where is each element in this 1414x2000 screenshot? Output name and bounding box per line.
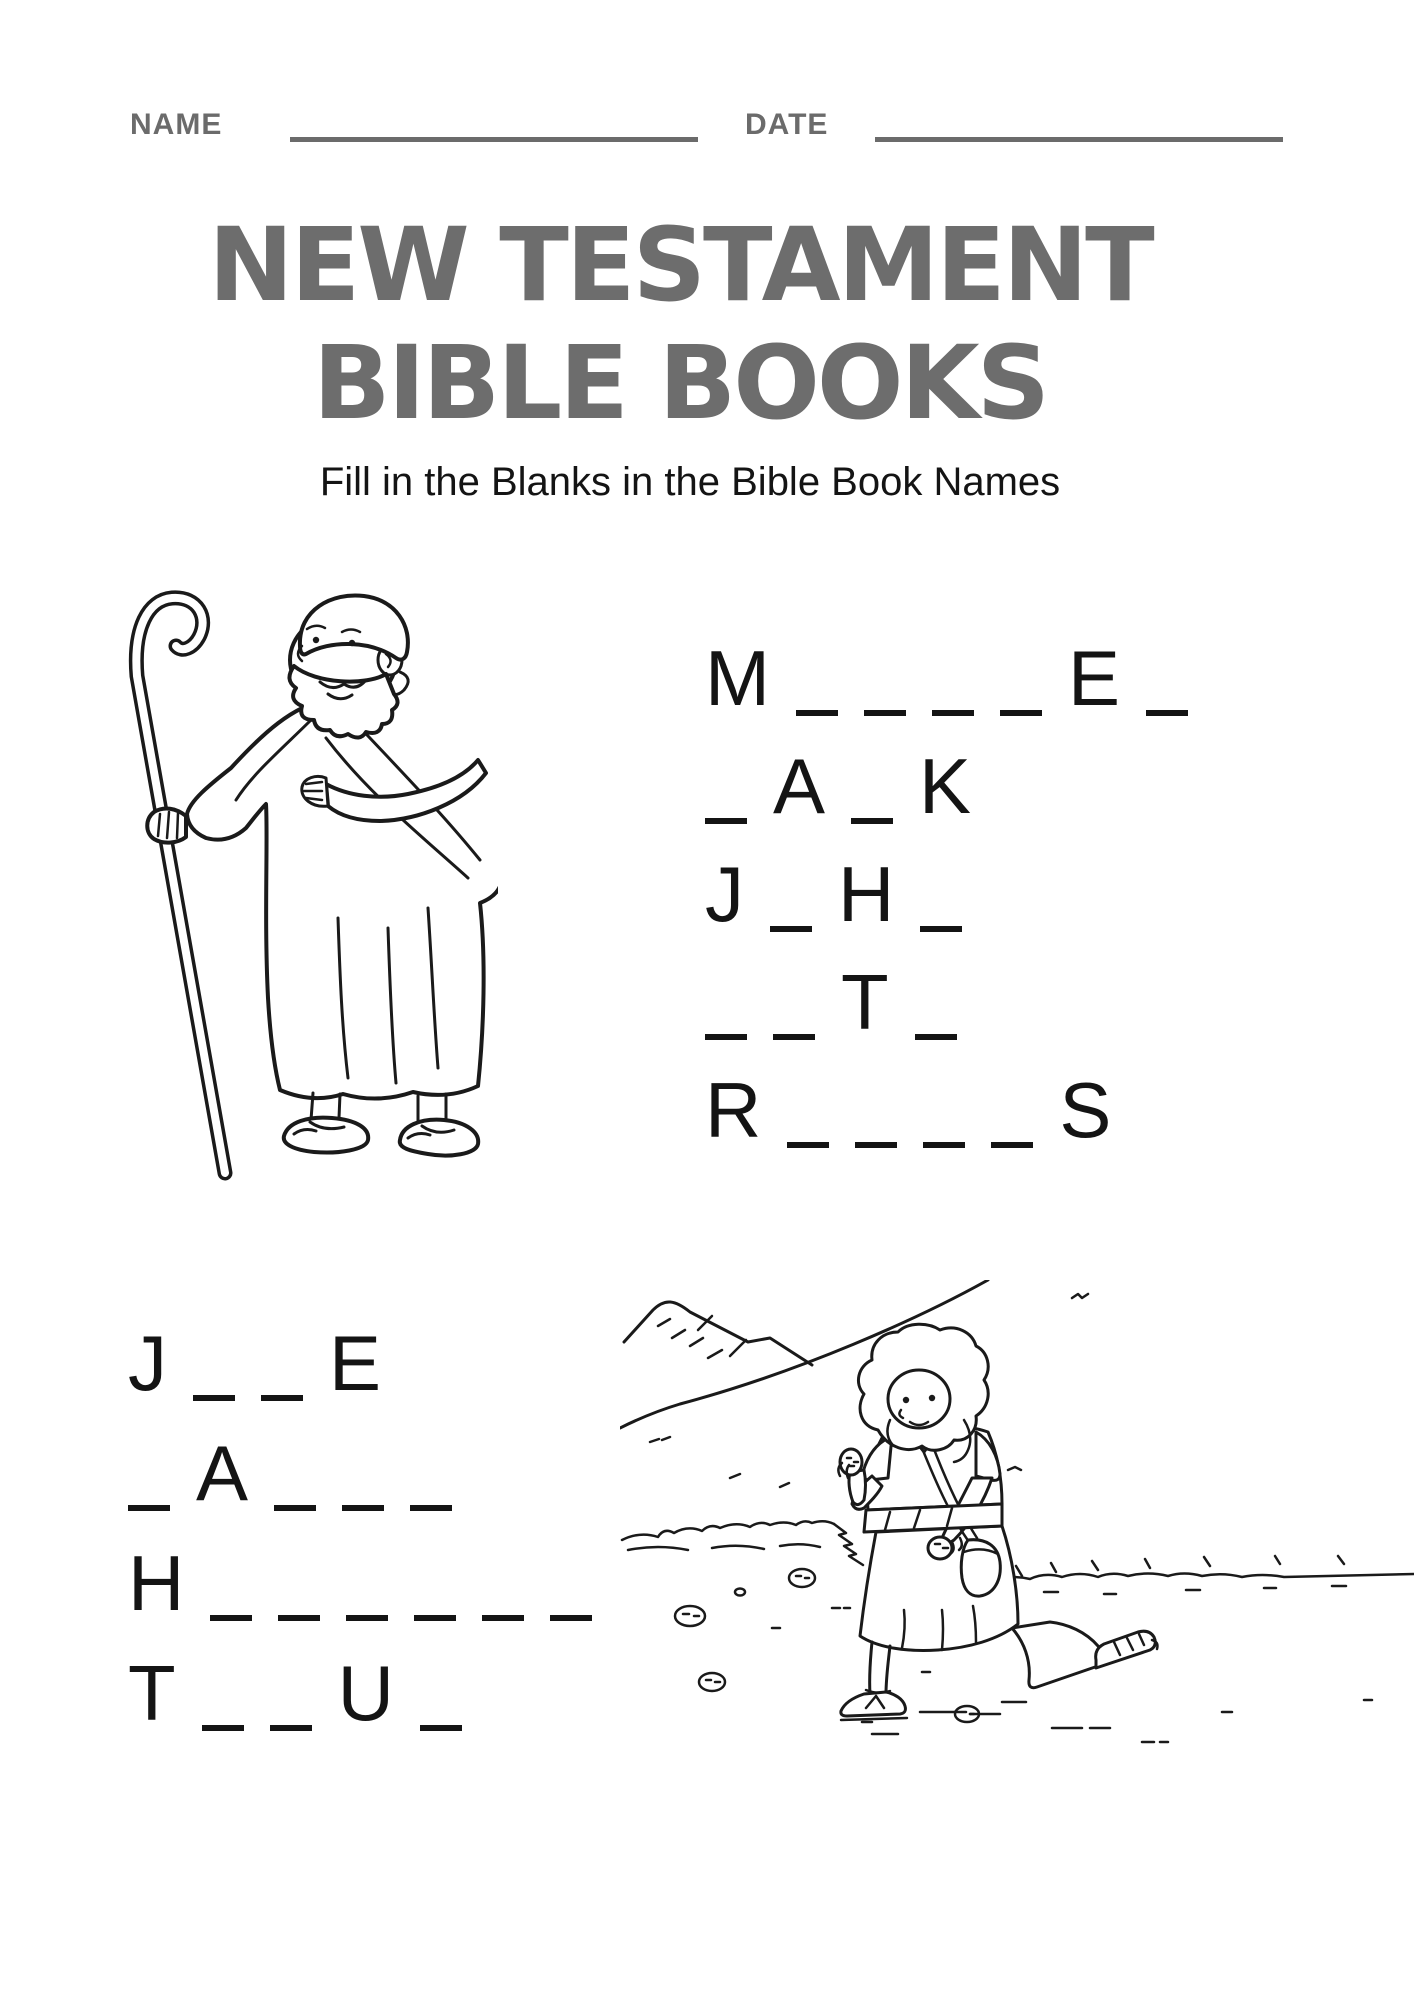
sandals [284, 1093, 478, 1156]
grass [622, 1521, 1414, 1594]
pouch [961, 1540, 1000, 1596]
name-label: NAME [130, 108, 223, 141]
puzzle-blank [410, 1505, 452, 1511]
puzzle-letter: S [1059, 1066, 1112, 1154]
puzzle-blank [864, 710, 906, 716]
page-title-line2: BIBLE BOOKS [312, 324, 1048, 443]
puzzle-blank [705, 1034, 747, 1040]
puzzle-blank [923, 1142, 965, 1148]
puzzle-blank [773, 1034, 815, 1040]
puzzle-blank [920, 926, 962, 932]
puzzle-blank [991, 1142, 1033, 1148]
puzzle-blank [210, 1615, 252, 1621]
puzzle-blank [915, 1034, 957, 1040]
page-subtitle: Fill in the Blanks in the Bible Book Names [319, 460, 1061, 504]
puzzle-line [128, 1319, 592, 1407]
puzzle-blank [270, 1725, 312, 1731]
puzzle-blank [261, 1395, 303, 1401]
right-eye [929, 1395, 935, 1401]
puzzle-letter: K [919, 742, 972, 830]
hand-on-staff [147, 809, 186, 843]
puzzle-line [705, 634, 1188, 722]
robe [187, 700, 498, 1099]
puzzle-line [128, 1539, 592, 1627]
puzzle-line [705, 742, 1188, 830]
puzzle-letter: A [773, 742, 826, 830]
puzzle-letter: R [705, 1066, 762, 1154]
puzzle-line [705, 850, 1188, 938]
david-figure [838, 1324, 1157, 1734]
front-sandal [841, 1692, 906, 1716]
puzzle-blank [705, 818, 747, 824]
puzzle-blank [770, 926, 812, 932]
moses-head [289, 595, 408, 737]
title-block [0, 207, 1360, 443]
puzzle-blank [278, 1615, 320, 1621]
puzzle-letter: T [841, 958, 889, 1046]
puzzle-group-bottom-left [128, 1319, 592, 1764]
puzzle-line [705, 958, 1188, 1046]
stones [675, 1569, 1372, 1742]
puzzle-line [705, 1066, 1188, 1154]
puzzle-letter: A [196, 1429, 249, 1517]
puzzle-letter: H [128, 1539, 185, 1627]
puzzle-blank [193, 1395, 235, 1401]
puzzle-blank [482, 1615, 524, 1621]
puzzle-line [128, 1649, 592, 1737]
staff-icon [136, 598, 225, 1173]
puzzle-blank [414, 1615, 456, 1621]
puzzle-blank [796, 710, 838, 716]
puzzle-letter: E [1067, 634, 1121, 722]
puzzle-line [128, 1429, 592, 1517]
puzzle-group-top-right [705, 634, 1188, 1179]
back-sandal [1096, 1631, 1156, 1668]
moses-illustration [88, 588, 498, 1258]
page-title-line1: NEW TESTAMENT [208, 206, 1152, 325]
right-eye [349, 640, 355, 646]
puzzle-blank [274, 1505, 316, 1511]
face [888, 1370, 950, 1428]
puzzle-blank [851, 818, 893, 824]
david-kneeling-drawing [620, 1280, 1414, 1990]
puzzle-blank [128, 1505, 170, 1511]
puzzle-blank [420, 1725, 462, 1731]
puzzle-blank [342, 1505, 384, 1511]
left-eye [313, 637, 319, 643]
mountain-icon [624, 1302, 812, 1365]
puzzle-blank [202, 1725, 244, 1731]
puzzle-blank [787, 1142, 829, 1148]
left-eye [903, 1397, 909, 1403]
david-illustration [620, 1280, 1414, 1990]
puzzle-blank [346, 1615, 388, 1621]
date-write-line [875, 137, 1283, 142]
name-write-line [290, 137, 698, 142]
puzzle-blank [550, 1615, 592, 1621]
puzzle-blank [1000, 710, 1042, 716]
puzzle-letter: J [705, 850, 744, 938]
date-label: DATE [745, 108, 829, 141]
puzzle-letter: U [337, 1649, 394, 1737]
puzzle-letter: J [128, 1319, 167, 1407]
puzzle-blank [932, 710, 974, 716]
moses-with-staff-drawing [88, 588, 498, 1258]
puzzle-letter: M [705, 634, 770, 722]
puzzle-blank [1146, 710, 1188, 716]
puzzle-blank [855, 1142, 897, 1148]
puzzle-letter: E [329, 1319, 382, 1407]
puzzle-letter: H [838, 850, 895, 938]
puzzle-letter: T [128, 1649, 176, 1737]
